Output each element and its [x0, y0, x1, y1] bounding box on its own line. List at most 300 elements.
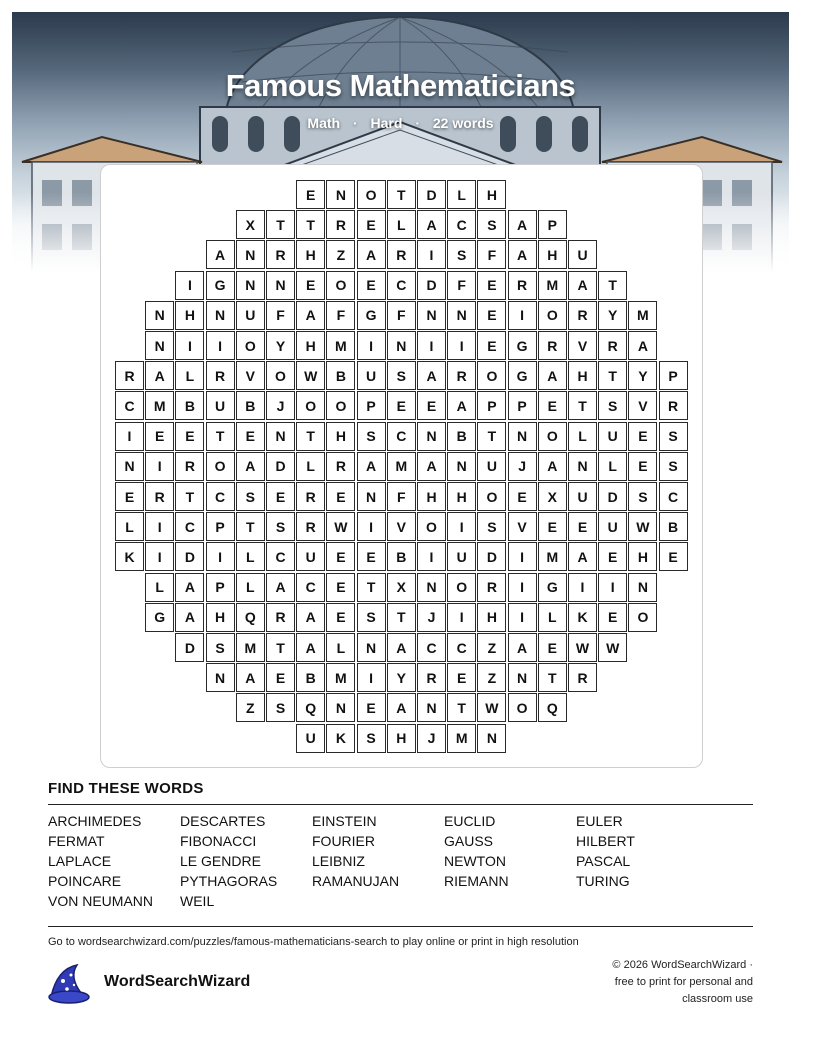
grid-cell: E: [538, 633, 567, 662]
grid-cell: L: [568, 422, 597, 451]
grid-cell: H: [296, 240, 325, 269]
grid-cell: S: [477, 210, 506, 239]
grid-cell: X: [236, 210, 265, 239]
grid-cell: A: [357, 240, 386, 269]
grid-cell: H: [387, 724, 416, 753]
grid-cell: N: [145, 301, 174, 330]
grid-cell: F: [266, 301, 295, 330]
grid-cell: Y: [598, 301, 627, 330]
divider: [48, 926, 753, 927]
grid-cell: N: [628, 573, 657, 602]
grid-cell: C: [266, 542, 295, 571]
grid-cell: H: [417, 482, 446, 511]
grid-cell: S: [598, 391, 627, 420]
grid-cell: E: [568, 512, 597, 541]
grid-cell: M: [326, 331, 355, 360]
grid-cell: E: [296, 180, 325, 209]
grid-cell: N: [357, 633, 386, 662]
grid-cell: H: [568, 361, 597, 390]
grid-cell: N: [236, 271, 265, 300]
grid-cell: R: [447, 361, 476, 390]
grid-cell: O: [477, 482, 506, 511]
grid-cell: R: [296, 512, 325, 541]
grid-cell: L: [236, 573, 265, 602]
word-list-item: EINSTEIN: [312, 813, 377, 829]
grid-cell: V: [568, 331, 597, 360]
grid-cell: T: [357, 573, 386, 602]
grid-cell: A: [175, 603, 204, 632]
grid-cell: C: [206, 482, 235, 511]
meta-separator: ·: [415, 115, 420, 131]
grid-cell: W: [568, 633, 597, 662]
grid-cell: H: [296, 331, 325, 360]
grid-cell: C: [447, 633, 476, 662]
grid-cell: N: [145, 331, 174, 360]
grid-cell: W: [296, 361, 325, 390]
grid-cell: M: [326, 663, 355, 692]
grid-cell: N: [417, 301, 446, 330]
grid-cell: K: [115, 542, 144, 571]
word-list-item: FIBONACCI: [180, 833, 257, 849]
grid-cell: N: [206, 301, 235, 330]
grid-cell: R: [206, 361, 235, 390]
brand-name: WordSearchWizard: [104, 973, 251, 990]
grid-cell: C: [447, 210, 476, 239]
grid-cell: R: [266, 240, 295, 269]
grid-cell: C: [659, 482, 688, 511]
grid-cell: P: [206, 512, 235, 541]
grid-cell: W: [477, 693, 506, 722]
grid-cell: L: [538, 603, 567, 632]
grid-cell: S: [357, 603, 386, 632]
word-list-item: RAMANUJAN: [312, 873, 400, 889]
grid-cell: P: [508, 391, 537, 420]
grid-cell: M: [447, 724, 476, 753]
grid-cell: T: [206, 422, 235, 451]
copyright-line: © 2026 WordSearchWizard ·: [612, 959, 753, 971]
grid-cell: X: [538, 482, 567, 511]
grid-cell: E: [477, 301, 506, 330]
word-list-item: PASCAL: [576, 853, 631, 869]
grid-cell: I: [598, 573, 627, 602]
grid-cell: A: [236, 663, 265, 692]
grid-cell: O: [296, 391, 325, 420]
grid-cell: A: [568, 542, 597, 571]
grid-cell: X: [387, 573, 416, 602]
grid-cell: L: [236, 542, 265, 571]
grid-cell: A: [296, 301, 325, 330]
grid-cell: J: [266, 391, 295, 420]
grid-cell: U: [447, 542, 476, 571]
grid-cell: T: [387, 603, 416, 632]
grid-cell: O: [538, 301, 567, 330]
grid-cell: A: [387, 633, 416, 662]
grid-cell: J: [417, 724, 446, 753]
grid-cell: I: [145, 542, 174, 571]
grid-cell: B: [326, 361, 355, 390]
grid-cell: O: [206, 452, 235, 481]
grid-cell: K: [568, 603, 597, 632]
grid-cell: I: [447, 512, 476, 541]
grid-cell: B: [175, 391, 204, 420]
grid-cell: S: [387, 361, 416, 390]
grid-cell: E: [477, 271, 506, 300]
grid-cell: D: [598, 482, 627, 511]
grid-cell: R: [175, 452, 204, 481]
grid-cell: T: [477, 422, 506, 451]
grid-cell: O: [447, 573, 476, 602]
grid-cell: E: [387, 391, 416, 420]
grid-cell: E: [477, 331, 506, 360]
grid-cell: H: [175, 301, 204, 330]
grid-cell: R: [417, 663, 446, 692]
grid-cell: S: [357, 724, 386, 753]
grid-cell: A: [236, 452, 265, 481]
grid-cell: S: [477, 512, 506, 541]
grid-cell: E: [357, 693, 386, 722]
grid-cell: I: [568, 573, 597, 602]
grid-cell: R: [508, 271, 537, 300]
grid-cell: E: [175, 422, 204, 451]
grid-cell: O: [326, 391, 355, 420]
grid-cell: A: [417, 361, 446, 390]
grid-cell: R: [568, 663, 597, 692]
grid-cell: N: [206, 663, 235, 692]
grid-cell: T: [266, 633, 295, 662]
grid-cell: M: [145, 391, 174, 420]
word-list-item: VON NEUMANN: [48, 893, 154, 909]
grid-cell: O: [236, 331, 265, 360]
grid-cell: P: [538, 210, 567, 239]
divider: [48, 804, 753, 805]
grid-cell: C: [387, 422, 416, 451]
grid-cell: E: [115, 482, 144, 511]
grid-cell: R: [266, 603, 295, 632]
word-list-item: EULER: [576, 813, 623, 829]
grid-cell: S: [659, 452, 688, 481]
grid-cell: R: [598, 331, 627, 360]
grid-cell: R: [326, 210, 355, 239]
grid-cell: U: [598, 422, 627, 451]
word-list-item: LAPLACE: [48, 853, 112, 869]
grid-cell: A: [508, 240, 537, 269]
grid-cell: M: [538, 542, 567, 571]
grid-cell: H: [477, 603, 506, 632]
grid-cell: E: [326, 603, 355, 632]
grid-cell: O: [417, 512, 446, 541]
grid-cell: O: [508, 693, 537, 722]
grid-cell: A: [266, 573, 295, 602]
grid-cell: E: [508, 482, 537, 511]
grid-cell: N: [266, 422, 295, 451]
grid-cell: N: [508, 422, 537, 451]
grid-cell: H: [206, 603, 235, 632]
grid-cell: R: [477, 573, 506, 602]
grid-cell: D: [417, 271, 446, 300]
grid-cell: I: [357, 331, 386, 360]
grid-cell: T: [568, 391, 597, 420]
grid-cell: N: [417, 422, 446, 451]
grid-cell: P: [206, 573, 235, 602]
grid-cell: F: [447, 271, 476, 300]
grid-cell: N: [447, 452, 476, 481]
word-list-item: LE GENDRE: [180, 853, 261, 869]
grid-cell: N: [417, 573, 446, 602]
grid-cell: A: [357, 452, 386, 481]
grid-cell: F: [387, 482, 416, 511]
word-list-item: LEIBNIZ: [312, 853, 365, 869]
grid-cell: A: [417, 210, 446, 239]
wizard-hat-icon: [47, 963, 93, 1010]
grid-cell: Y: [628, 361, 657, 390]
grid-cell: S: [266, 512, 295, 541]
grid-cell: M: [387, 452, 416, 481]
grid-cell: L: [598, 452, 627, 481]
grid-cell: J: [508, 452, 537, 481]
word-list-item: WEIL: [180, 893, 215, 909]
grid-cell: V: [628, 391, 657, 420]
copyright-line: free to print for personal and: [614, 976, 753, 988]
word-list-item: GAUSS: [444, 833, 494, 849]
grid-cell: N: [568, 452, 597, 481]
grid-cell: U: [568, 240, 597, 269]
grid-cell: I: [508, 542, 537, 571]
word-list-item: HILBERT: [576, 833, 635, 849]
word-list-item: EUCLID: [444, 813, 496, 829]
grid-cell: T: [296, 210, 325, 239]
word-list-item: ARCHIMEDES: [48, 813, 142, 829]
word-list-item: FERMAT: [48, 833, 105, 849]
grid-cell: E: [236, 422, 265, 451]
grid-cell: I: [508, 603, 537, 632]
grid-cell: N: [236, 240, 265, 269]
grid-cell: E: [538, 391, 567, 420]
grid-cell: H: [447, 482, 476, 511]
grid-cell: G: [206, 271, 235, 300]
grid-cell: C: [387, 271, 416, 300]
grid-cell: A: [387, 693, 416, 722]
grid-cell: O: [477, 361, 506, 390]
word-count-label: 22 words: [432, 115, 494, 131]
grid-cell: U: [296, 542, 325, 571]
grid-cell: A: [508, 210, 537, 239]
grid-cell: L: [175, 361, 204, 390]
grid-cell: M: [538, 271, 567, 300]
grid-cell: I: [417, 331, 446, 360]
grid-cell: N: [508, 663, 537, 692]
grid-cell: C: [115, 391, 144, 420]
word-list-item: PYTHAGORAS: [180, 873, 278, 889]
grid-cell: T: [447, 693, 476, 722]
difficulty-label: Hard: [370, 115, 403, 131]
grid-cell: G: [508, 361, 537, 390]
word-list-item: POINCARE: [48, 873, 122, 889]
grid-cell: M: [628, 301, 657, 330]
grid-cell: R: [568, 301, 597, 330]
grid-cell: V: [387, 512, 416, 541]
grid-cell: I: [357, 512, 386, 541]
grid-cell: T: [236, 512, 265, 541]
grid-cell: R: [145, 482, 174, 511]
grid-cell: E: [538, 512, 567, 541]
grid-cell: U: [568, 482, 597, 511]
grid-cell: B: [659, 512, 688, 541]
grid-cell: C: [296, 573, 325, 602]
grid-cell: E: [417, 391, 446, 420]
grid-cell: D: [477, 542, 506, 571]
grid-cell: B: [387, 542, 416, 571]
grid-cell: G: [145, 603, 174, 632]
grid-cell: S: [206, 633, 235, 662]
grid-cell: G: [357, 301, 386, 330]
grid-cell: C: [175, 512, 204, 541]
copyright-notice: [553, 957, 753, 1008]
grid-cell: T: [538, 663, 567, 692]
grid-cell: R: [538, 331, 567, 360]
grid-cell: L: [326, 633, 355, 662]
grid-cell: H: [477, 180, 506, 209]
grid-cell: T: [175, 482, 204, 511]
grid-cell: I: [115, 422, 144, 451]
grid-cell: L: [115, 512, 144, 541]
grid-cell: O: [326, 271, 355, 300]
grid-cell: E: [326, 542, 355, 571]
grid-cell: T: [387, 180, 416, 209]
grid-cell: D: [175, 633, 204, 662]
meta-separator: ·: [352, 115, 358, 131]
grid-cell: N: [115, 452, 144, 481]
grid-cell: L: [447, 180, 476, 209]
grid-cell: N: [326, 693, 355, 722]
grid-cell: V: [236, 361, 265, 390]
grid-cell: R: [296, 482, 325, 511]
grid-cell: I: [175, 331, 204, 360]
grid-cell: E: [266, 663, 295, 692]
grid-cell: E: [598, 603, 627, 632]
grid-cell: R: [659, 391, 688, 420]
grid-cell: J: [417, 603, 446, 632]
grid-cell: U: [477, 452, 506, 481]
grid-cell: O: [266, 361, 295, 390]
grid-cell: E: [598, 542, 627, 571]
grid-cell: Z: [236, 693, 265, 722]
grid-cell: N: [477, 724, 506, 753]
grid-cell: B: [236, 391, 265, 420]
grid-cell: V: [508, 512, 537, 541]
grid-cell: S: [266, 693, 295, 722]
grid-cell: N: [447, 301, 476, 330]
grid-cell: A: [447, 391, 476, 420]
grid-cell: A: [175, 573, 204, 602]
grid-cell: T: [598, 361, 627, 390]
grid-cell: S: [357, 422, 386, 451]
grid-cell: U: [236, 301, 265, 330]
grid-cell: U: [296, 724, 325, 753]
grid-cell: A: [145, 361, 174, 390]
grid-cell: F: [326, 301, 355, 330]
grid-cell: A: [417, 452, 446, 481]
grid-cell: I: [145, 452, 174, 481]
footer-url-text: Go to wordsearchwizard.com/puzzles/famous-mathematicians-search to play online or print in high resolution: [48, 936, 579, 948]
grid-cell: H: [538, 240, 567, 269]
grid-cell: G: [508, 331, 537, 360]
grid-cell: U: [357, 361, 386, 390]
grid-cell: E: [326, 482, 355, 511]
grid-cell: Z: [477, 663, 506, 692]
grid-cell: W: [326, 512, 355, 541]
grid-cell: O: [538, 422, 567, 451]
grid-cell: U: [206, 391, 235, 420]
grid-cell: N: [357, 482, 386, 511]
grid-cell: P: [357, 391, 386, 420]
grid-cell: E: [628, 452, 657, 481]
grid-cell: S: [447, 240, 476, 269]
grid-cell: Z: [326, 240, 355, 269]
grid-cell: E: [266, 482, 295, 511]
grid-cell: K: [326, 724, 355, 753]
grid-cell: E: [357, 542, 386, 571]
word-list-item: DESCARTES: [180, 813, 266, 829]
word-list-item: FOURIER: [312, 833, 375, 849]
grid-cell: U: [598, 512, 627, 541]
grid-cell: B: [296, 663, 325, 692]
grid-cell: T: [266, 210, 295, 239]
grid-cell: Y: [266, 331, 295, 360]
grid-cell: G: [538, 573, 567, 602]
grid-cell: I: [417, 542, 446, 571]
grid-cell: C: [417, 633, 446, 662]
word-list-item: TURING: [576, 873, 630, 889]
grid-cell: N: [266, 271, 295, 300]
grid-cell: S: [236, 482, 265, 511]
grid-cell: A: [296, 603, 325, 632]
grid-cell: A: [508, 633, 537, 662]
grid-cell: E: [296, 271, 325, 300]
grid-cell: R: [387, 240, 416, 269]
grid-cell: E: [659, 542, 688, 571]
grid-cell: E: [357, 271, 386, 300]
grid-cell: D: [175, 542, 204, 571]
grid-cell: E: [145, 422, 174, 451]
grid-cell: T: [296, 422, 325, 451]
grid-cell: L: [145, 573, 174, 602]
grid-cell: E: [357, 210, 386, 239]
grid-cell: H: [628, 542, 657, 571]
word-list-item: RIEMANN: [444, 873, 509, 889]
page-title: Famous Mathematicians: [225, 68, 576, 103]
grid-cell: I: [417, 240, 446, 269]
copyright-line: classroom use: [682, 993, 753, 1005]
subject-label: Math: [307, 115, 341, 131]
grid-cell: B: [447, 422, 476, 451]
grid-cell: I: [447, 603, 476, 632]
grid-cell: F: [477, 240, 506, 269]
grid-cell: A: [296, 633, 325, 662]
grid-cell: I: [145, 512, 174, 541]
grid-cell: T: [598, 271, 627, 300]
grid-cell: O: [628, 603, 657, 632]
grid-cell: I: [508, 573, 537, 602]
grid-cell: E: [447, 663, 476, 692]
grid-cell: I: [357, 663, 386, 692]
grid-cell: R: [326, 452, 355, 481]
puzzle-meta: [12, 115, 789, 131]
grid-cell: N: [387, 331, 416, 360]
grid-cell: O: [357, 180, 386, 209]
grid-cell: M: [236, 633, 265, 662]
grid-cell: Q: [538, 693, 567, 722]
grid-cell: W: [598, 633, 627, 662]
